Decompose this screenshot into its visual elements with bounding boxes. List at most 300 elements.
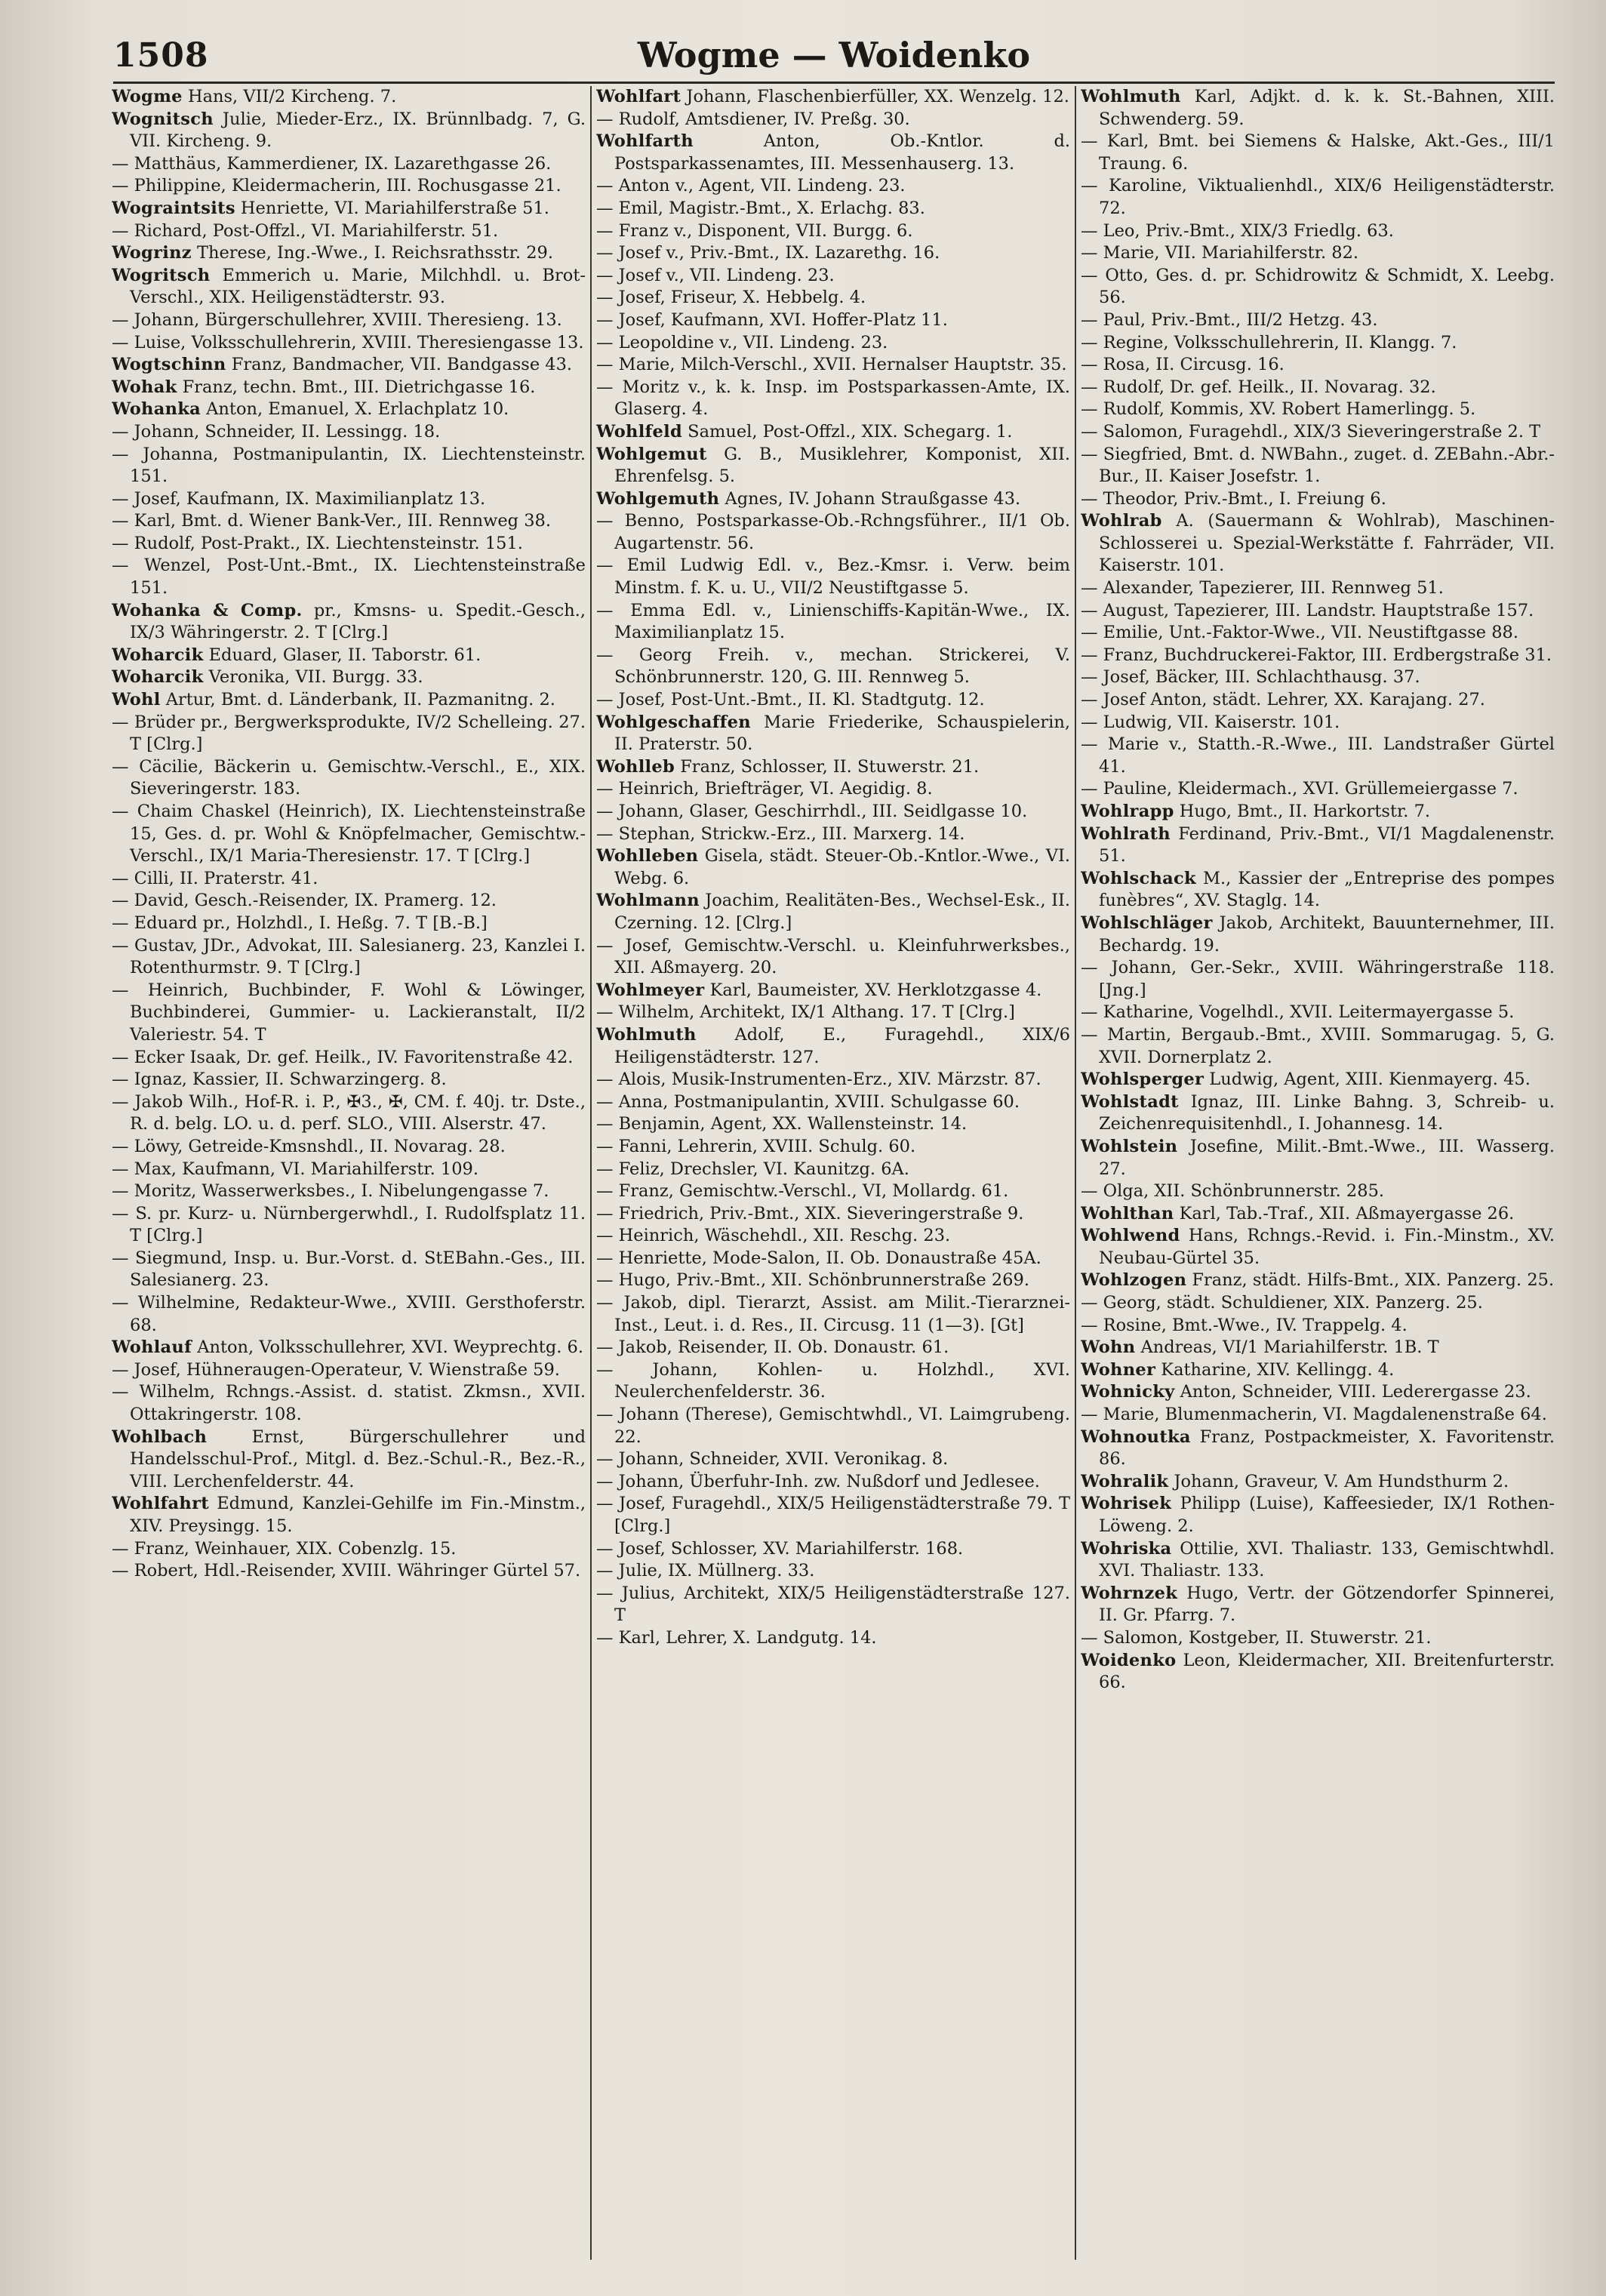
entry-text: — Marie, Blumenmacherin, VI. Magdalenenstraße 64.	[1081, 1405, 1547, 1425]
entry-text: — Josef, Hühneraugen-Operateur, V. Wienstraße 59.	[112, 1359, 560, 1380]
directory-entry	[596, 220, 1070, 243]
entry-text: Anton, Ob.-Kntlor. d. Postsparkassenamtes, III. Messenhauserg. 13.	[614, 131, 1070, 174]
entry-text: — Josef v., VII. Lindeng. 23.	[596, 265, 835, 285]
entry-surname: Wohlfahrt	[112, 1494, 209, 1514]
entry-text: — Hugo, Priv.-Bmt., XII. Schönbrunnerstraße 269.	[596, 1270, 1029, 1291]
entry-text: — Olga, XII. Schönbrunnerstr. 285.	[1081, 1181, 1385, 1202]
entry-text: G. B., Musiklehrer, Komponist, XII. Ehrenfelsg. 5.	[614, 444, 1070, 487]
directory-entry	[596, 109, 1070, 131]
directory-entry	[1081, 265, 1555, 309]
entry-text: — Moritz v., k. k. Insp. im Postsparkassen-Amte, IX. Glaserg. 4.	[596, 377, 1070, 420]
entry-text: Franz, Schlosser, II. Stuwerstr. 21.	[675, 756, 980, 777]
entry-text: — Karoline, Viktualienhdl., XIX/6 Heiligenstädterstr. 72.	[1081, 176, 1555, 218]
directory-entry	[596, 1270, 1070, 1292]
directory-entry	[1081, 220, 1555, 243]
directory-entry	[1081, 734, 1555, 778]
directory-entry	[112, 935, 586, 980]
directory-entry	[1081, 1203, 1555, 1226]
entry-text: — Josef, Schlosser, XV. Mariahilferstr. 168.	[596, 1538, 964, 1559]
directory-entry	[596, 332, 1070, 355]
entry-text: — Anna, Postmanipulantin, XVIII. Schulgasse 60.	[596, 1091, 1020, 1112]
entry-text: — Jakob Wilh., Hof-R. i. P., ✠3., ✠, CM. f. 40j. tr. Dste., R. d. belg. LO. u. d. perf. SLO., VIII. Alserstr. 47.	[112, 1091, 586, 1134]
directory-entry	[1081, 712, 1555, 734]
directory-entry	[112, 488, 586, 511]
directory-entry	[596, 131, 1070, 175]
directory-entry	[596, 801, 1070, 823]
directory-entry	[596, 377, 1070, 421]
entry-text: — Max, Kaufmann, VI. Mariahilferstr. 109.	[112, 1159, 478, 1179]
directory-entry	[112, 444, 586, 488]
directory-entry	[596, 1069, 1070, 1091]
directory-entry	[596, 1159, 1070, 1181]
entry-text: — Gustav, JDr., Advokat, III. Salesianerg. 23, Kanzlei I. Rotenthurmstr. 9. T [Clrg.]	[112, 935, 586, 978]
entry-text: — Marie, VII. Mariahilferstr. 82.	[1081, 243, 1359, 263]
entry-text: — Regine, Volksschullehrerin, II. Klangg. 7.	[1081, 332, 1457, 352]
entry-text: — Henriette, Mode-Salon, II. Ob. Donaustraße 45A.	[596, 1248, 1041, 1268]
column-divider	[1075, 86, 1076, 2260]
directory-entry	[112, 1359, 586, 1382]
directory-entry	[596, 689, 1070, 712]
entry-surname: Wohanka	[112, 399, 202, 420]
directory-entry	[1081, 1404, 1555, 1427]
entry-text: — Rudolf, Kommis, XV. Robert Hamerlingg. 5.	[1081, 399, 1476, 420]
entry-text: — Karl, Bmt. d. Wiener Bank-Ver., III. Rennweg 38.	[112, 511, 552, 531]
directory-entry	[112, 1159, 586, 1181]
entry-text: — Eduard pr., Holzhdl., I. Heßg. 7. T [B.-B.]	[112, 913, 488, 933]
directory-entry	[1081, 801, 1555, 823]
directory-entry	[112, 533, 586, 556]
entry-text: — Johann, Überfuhr-Inh. zw. Nußdorf und Jedlesee.	[596, 1471, 1040, 1491]
entry-text: Jakob, Architekt, Bauunternehmer, III. Bechardg. 19.	[1099, 913, 1555, 956]
entry-text: — Salomon, Kostgeber, II. Stuwerstr. 21.	[1081, 1627, 1432, 1648]
entry-text: — Siegfried, Bmt. d. NWBahn., zuget. d. ZEBahn.-Abr.-Bur., II. Kaiser Josefstr. 1.	[1081, 444, 1555, 487]
directory-entry	[596, 242, 1070, 265]
directory-entry	[1081, 421, 1555, 444]
entry-text: Hugo, Vertr. der Götzendorfer Spinnerei, II. Gr. Pfarrg. 7.	[1099, 1583, 1555, 1626]
entry-text: — Brüder pr., Bergwerksprodukte, IV/2 Schelleing. 27. T [Clrg.]	[112, 712, 586, 755]
directory-entry	[1081, 1337, 1555, 1359]
directory-entry	[596, 555, 1070, 599]
entry-text: — Martin, Bergaub.-Bmt., XVIII. Sommarugag. 5, G. XVII. Dornerplatz 2.	[1081, 1024, 1555, 1067]
entry-text: Gisela, städt. Steuer-Ob.-Kntlor.-Wwe., VI. Webg. 6.	[614, 846, 1070, 888]
column-divider	[590, 86, 592, 2260]
directory-entry	[596, 510, 1070, 555]
directory-entry	[112, 377, 586, 399]
directory-entry	[1081, 622, 1555, 645]
entry-text: — Johann, Glaser, Geschirrhdl., III. Seidlgasse 10.	[596, 802, 1028, 821]
directory-entry	[596, 444, 1070, 488]
entry-surname: Wohlmuth	[1081, 87, 1181, 106]
entry-text: — Luise, Volksschullehrerin, XVIII. Theresiengasse 13.	[112, 332, 584, 352]
entry-surname: Wohnoutka	[1081, 1427, 1191, 1447]
directory-entry	[1081, 309, 1555, 332]
directory-entry	[596, 1337, 1070, 1359]
entry-text: Ottilie, XVI. Thaliastr. 133, Gemischtwhdl. XVI. Thaliastr. 133.	[1099, 1538, 1555, 1581]
directory-entry	[596, 86, 1070, 109]
entry-text: — Franz v., Disponent, VII. Burgg. 6.	[596, 220, 913, 241]
entry-text: Franz, Bandmacher, VII. Bandgasse 43.	[226, 355, 573, 375]
entry-surname: Wohlwend	[1081, 1226, 1180, 1246]
entry-text: — Johann, Ger.-Sekr., XVIII. Währingerstraße 118. [Jng.]	[1081, 958, 1555, 1000]
entry-text: — Josef, Gemischtw.-Verschl. u. Kleinfuhrwerksbes., XII. Aßmayerg. 20.	[596, 935, 1070, 978]
entry-text: — Ignaz, Kassier, II. Schwarzingerg. 8.	[112, 1070, 447, 1090]
directory-entry	[596, 265, 1070, 288]
entry-surname: Woharcik	[112, 645, 204, 665]
directory-entry	[1081, 1270, 1555, 1292]
directory-entry	[596, 845, 1070, 890]
entry-surname: Wogtschinn	[112, 355, 226, 375]
entry-text: — Emilie, Unt.-Faktor-Wwe., VII. Neustiftgasse 88.	[1081, 623, 1519, 643]
entry-text: — Cilli, II. Praterstr. 41.	[112, 868, 318, 888]
directory-entry	[596, 1404, 1070, 1448]
entry-surname: Woharcik	[112, 667, 204, 688]
directory-entry	[596, 287, 1070, 309]
directory-entry	[112, 1203, 586, 1248]
directory-entry	[1081, 1381, 1555, 1404]
entry-text: — Franz, Weinhauer, XIX. Cobenzlg. 15.	[112, 1538, 457, 1559]
entry-surname: Wohlsperger	[1081, 1070, 1204, 1090]
entry-text: — Pauline, Kleidermach., XVI. Grüllemeiergasse 7.	[1081, 779, 1518, 799]
directory-entry	[1081, 1583, 1555, 1627]
entry-text: — Wenzel, Post-Unt.-Bmt., IX. Liechtensteinstraße 151.	[112, 556, 586, 599]
directory-entry	[1081, 399, 1555, 421]
entry-text: Samuel, Post-Offzl., XIX. Schegarg. 1.	[682, 421, 1013, 442]
entry-text: M., Kassier der „Entreprise des pompes funèbres“, XV. Staglg. 14.	[1099, 868, 1555, 911]
directory-entry	[1081, 175, 1555, 220]
directory-entry	[1081, 1538, 1555, 1583]
directory-entry	[1081, 1650, 1555, 1694]
directory-entry	[596, 823, 1070, 846]
directory-entry	[1081, 645, 1555, 667]
entry-text: Hans, Rchngs.-Revid. i. Fin.-Minstm., XV. Neubau-Gürtel 35.	[1099, 1226, 1555, 1268]
directory-entry	[112, 1381, 586, 1426]
entry-text: Hans, VII/2 Kircheng. 7.	[182, 87, 397, 106]
directory-entry	[112, 1248, 586, 1292]
directory-entry	[1081, 1292, 1555, 1315]
directory-entry	[1081, 1359, 1555, 1382]
directory-entry	[112, 1493, 586, 1537]
directory-entry	[1081, 131, 1555, 175]
directory-entry	[596, 1180, 1070, 1203]
directory-entry	[1081, 86, 1555, 131]
entry-text: — Chaim Chaskel (Heinrich), IX. Liechtensteinstraße 15, Ges. d. pr. Wohl & Knöpfelmacher, Gemischtw.-Verschl., IX/1 Maria-Theresienstr. 17. T [Clrg.]	[112, 802, 586, 866]
directory-entry	[596, 175, 1070, 198]
entry-text: — Ecker Isaak, Dr. gef. Heilk., IV. Favoritenstraße 42.	[112, 1047, 574, 1067]
entry-text: Andreas, VI/1 Mariahilferstr. 1B. T	[1135, 1337, 1439, 1358]
entry-text: pr., Kmsns- u. Spedit.-Gesch., IX/3 Währingerstr. 2. T [Clrg.]	[130, 600, 586, 643]
directory-entry	[596, 1493, 1070, 1537]
entry-text: Adolf, E., Furagehdl., XIX/6 Heiligenstädterstr. 127.	[614, 1024, 1070, 1067]
entry-surname: Wohlzogen	[1081, 1270, 1187, 1291]
entry-text: Anton, Emanuel, X. Erlachplatz 10.	[201, 399, 509, 420]
entry-surname: Wohlstadt	[1081, 1091, 1179, 1112]
directory-entry	[1081, 354, 1555, 377]
entry-text: Ludwig, Agent, XIII. Kienmayerg. 45.	[1204, 1070, 1531, 1090]
directory-entry	[112, 198, 586, 220]
entry-text: — Benjamin, Agent, XX. Wallensteinstr. 14.	[596, 1114, 968, 1134]
directory-entry	[596, 1091, 1070, 1114]
entry-text: Ferdinand, Priv.-Bmt., VI/1 Magdalenenstr. 51.	[1099, 823, 1555, 866]
directory-entry	[596, 600, 1070, 645]
directory-entry	[112, 1047, 586, 1070]
directory-entry	[112, 1091, 586, 1136]
directory-entry	[1081, 332, 1555, 355]
entry-text: — Heinrich, Wäschehdl., XII. Reschg. 23.	[596, 1226, 951, 1246]
directory-entry	[596, 1248, 1070, 1270]
entry-text: — Leopoldine v., VII. Lindeng. 23.	[596, 332, 888, 352]
page-number: 1508	[113, 36, 209, 75]
directory-entry	[112, 399, 586, 421]
entry-text: — Johann, Schneider, II. Lessingg. 18.	[112, 421, 441, 442]
entry-text: — Julius, Architekt, XIX/5 Heiligenstädterstraße 127. T	[596, 1583, 1070, 1626]
entry-text: — Moritz, Wasserwerksbes., I. Nibelungengasse 7.	[112, 1181, 549, 1202]
entry-text: — Josef, Friseur, X. Hebbelg. 4.	[596, 288, 866, 308]
directory-entry	[596, 1203, 1070, 1226]
entry-surname: Wohlmann	[596, 891, 700, 911]
entry-text: — Stephan, Strickw.-Erz., III. Marxerg. 14.	[596, 823, 965, 844]
entry-text: — Salomon, Furagehdl., XIX/3 Sieveringerstraße 2. T	[1081, 421, 1541, 442]
directory-entry	[112, 332, 586, 355]
entry-surname: Wohlrath	[1081, 823, 1171, 844]
directory-entry	[112, 801, 586, 868]
directory-entry	[1081, 577, 1555, 600]
directory-entry	[112, 510, 586, 533]
entry-text: — Jakob, Reisender, II. Ob. Donaustr. 61.	[596, 1337, 949, 1358]
directory-entry	[596, 421, 1070, 444]
entry-surname: Wohlgemut	[596, 444, 707, 464]
entry-surname: Wohlbach	[112, 1427, 208, 1447]
directory-entry	[112, 175, 586, 198]
directory-entry	[596, 1538, 1070, 1561]
directory-columns	[112, 86, 1558, 2275]
entry-text: — Philippine, Kleidermacherin, III. Rochusgasse 21.	[112, 176, 561, 196]
entry-text: Eduard, Glaser, II. Taborstr. 61.	[203, 645, 481, 665]
column-1	[112, 86, 586, 2275]
entry-surname: Wograintsits	[112, 198, 235, 218]
directory-entry	[112, 868, 586, 891]
entry-text: Emmerich u. Marie, Milchhdl. u. Brot-Verschl., XIX. Heiligenstädterstr. 93.	[130, 265, 586, 308]
entry-text: — Otto, Ges. d. pr. Schidrowitz & Schmidt, X. Leebg. 56.	[1081, 265, 1555, 308]
directory-entry	[596, 645, 1070, 689]
directory-entry	[112, 980, 586, 1047]
entry-text: — Heinrich, Buchbinder, F. Wohl & Löwinger, Buchbinderei, Gummier- u. Lackieranstalt, II/2 Valeriestr. 54. T	[112, 980, 586, 1045]
entry-text: — David, Gesch.-Reisender, IX. Pramerg. 12.	[112, 891, 497, 911]
entry-surname: Wohlgemuth	[596, 488, 720, 509]
directory-entry	[596, 198, 1070, 220]
directory-entry	[112, 666, 586, 689]
entry-text: — Johanna, Postmanipulantin, IX. Liechtensteinstr. 151.	[112, 444, 586, 487]
running-head: Wogme — Woidenko	[637, 35, 1031, 75]
entry-surname: Wohlleben	[596, 846, 699, 866]
entry-surname: Wohlmeyer	[596, 980, 705, 1000]
entry-text: — Franz, Gemischtw.-Verschl., VI, Mollardg. 61.	[596, 1181, 1009, 1202]
header-rule	[113, 82, 1555, 84]
directory-entry	[1081, 823, 1555, 868]
directory-entry	[112, 600, 586, 645]
entry-text: Ignaz, III. Linke Bahng. 3, Schreib- u. Zeichenrequisitenhdl., I. Johannesg. 14.	[1099, 1091, 1555, 1134]
directory-entry	[112, 1069, 586, 1091]
directory-entry	[112, 1180, 586, 1203]
directory-entry	[112, 890, 586, 913]
entry-surname: Wohlleb	[596, 756, 675, 777]
entry-text: — Emil Ludwig Edl. v., Bez.-Kmsr. i. Verw. beim Minstm. f. K. u. U., VII/2 Neustiftgasse 5.	[596, 556, 1070, 599]
entry-text: Joachim, Realitäten-Bes., Wechsel-Esk., II. Czerning. 12. [Clrg.]	[614, 891, 1070, 933]
directory-entry	[596, 1113, 1070, 1136]
directory-entry	[1081, 600, 1555, 623]
entry-text: — Emil, Magistr.-Bmt., X. Erlachg. 83.	[596, 198, 925, 218]
entry-surname: Wohlrab	[1081, 511, 1162, 531]
directory-entry	[596, 1292, 1070, 1337]
entry-surname: Wohlmuth	[596, 1024, 697, 1045]
directory-entry	[1081, 488, 1555, 511]
entry-text: — Josef v., Priv.-Bmt., IX. Lazarethg. 16.	[596, 243, 940, 263]
entry-surname: Wohner	[1081, 1359, 1156, 1380]
directory-entry	[1081, 868, 1555, 913]
directory-entry	[596, 1448, 1070, 1471]
entry-text: — Alois, Musik-Instrumenten-Erz., XIV. Märzstr. 87.	[596, 1070, 1041, 1090]
entry-text: — Wilhelmine, Redakteur-Wwe., XVIII. Gersthoferstr. 68.	[112, 1293, 586, 1335]
entry-surname: Wohlgeschaffen	[596, 712, 751, 732]
entry-surname: Wohnicky	[1081, 1382, 1175, 1402]
directory-entry	[1081, 1315, 1555, 1337]
directory-entry	[112, 756, 586, 801]
entry-text: — Josef, Furagehdl., XIX/5 Heiligenstädterstraße 79. T [Clrg.]	[596, 1494, 1070, 1536]
entry-text: — Matthäus, Kammerdiener, IX. Lazarethgasse 26.	[112, 153, 552, 174]
directory-entry	[112, 153, 586, 176]
directory-entry	[112, 1136, 586, 1159]
entry-text: — Friedrich, Priv.-Bmt., XIX. Sieveringerstraße 9.	[596, 1203, 1024, 1223]
directory-entry	[112, 1292, 586, 1337]
entry-text: — Ludwig, VII. Kaiserstr. 101.	[1081, 712, 1340, 732]
directory-entry	[1081, 510, 1555, 577]
entry-text: — Josef, Post-Unt.-Bmt., II. Kl. Stadtgutg. 12.	[596, 690, 985, 710]
entry-surname: Wohlschläger	[1081, 913, 1213, 933]
directory-entry	[1081, 377, 1555, 399]
entry-text: — Siegmund, Insp. u. Bur.-Vorst. d. StEBahn.-Ges., III. Salesianerg. 23.	[112, 1248, 586, 1291]
entry-surname: Wohriska	[1081, 1538, 1172, 1559]
directory-entry	[596, 1136, 1070, 1159]
entry-text: — Johann (Therese), Gemischtwhdl., VI. Laimgrubeng. 22.	[596, 1405, 1070, 1447]
entry-surname: Wohlschack	[1081, 868, 1196, 888]
entry-text: — Marie v., Statth.-R.-Wwe., III. Landstraßer Gürtel 41.	[1081, 734, 1555, 777]
entry-text: — Marie, Milch-Verschl., XVII. Hernalser Hauptstr. 35.	[596, 355, 1067, 375]
entry-surname: Wohlstein	[1081, 1136, 1178, 1156]
entry-text: Anton, Schneider, VIII. Lederergasse 23.	[1174, 1382, 1531, 1402]
directory-entry	[596, 1627, 1070, 1650]
entry-surname: Wogritsch	[112, 265, 211, 285]
entry-text: — Benno, Postsparkasse-Ob.-Rchngsführer., II/1 Ob. Augartenstr. 56.	[596, 511, 1070, 553]
directory-entry	[112, 265, 586, 309]
entry-text: — Alexander, Tapezierer, III. Rennweg 51.	[1081, 578, 1444, 599]
directory-entry	[1081, 913, 1555, 957]
directory-entry	[1081, 689, 1555, 712]
entry-text: — S. pr. Kurz- u. Nürnbergerwhdl., I. Rudolfsplatz 11. T [Clrg.]	[112, 1203, 586, 1246]
directory-entry	[112, 1337, 586, 1359]
entry-text: — Josef, Kaufmann, IX. Maximilianplatz 13.	[112, 488, 486, 509]
directory-entry	[1081, 1627, 1555, 1650]
entry-text: — Cäcilie, Bäckerin u. Gemischtw.-Verschl., E., XIX. Sieveringerstr. 183.	[112, 756, 586, 799]
directory-entry	[112, 109, 586, 153]
entry-surname: Wogme	[112, 87, 183, 106]
entry-text: Karl, Tab.-Traf., XII. Aßmayergasse 26.	[1174, 1203, 1515, 1223]
directory-entry	[112, 1538, 586, 1561]
directory-entry	[596, 1560, 1070, 1583]
directory-entry	[596, 488, 1070, 511]
directory-entry	[112, 220, 586, 243]
entry-text: — Theodor, Priv.-Bmt., I. Freiung 6.	[1081, 488, 1386, 509]
entry-surname: Wohanka & Comp.	[112, 600, 303, 620]
directory-entry	[112, 913, 586, 935]
directory-entry	[1081, 1180, 1555, 1203]
entry-text: — Löwy, Getreide-Kmsnshdl., II. Novarag. 28.	[112, 1136, 506, 1156]
column-3	[1081, 86, 1555, 2275]
entry-surname: Wohlfart	[596, 87, 681, 106]
entry-text: — Karl, Bmt. bei Siemens & Halske, Akt.-Ges., III/1 Traung. 6.	[1081, 131, 1555, 174]
directory-entry	[596, 1583, 1070, 1627]
directory-entry	[596, 1471, 1070, 1494]
directory-entry	[1081, 957, 1555, 1002]
entry-text: — Emma Edl. v., Linienschiffs-Kapitän-Wwe., IX. Maximilianplatz 15.	[596, 600, 1070, 643]
entry-surname: Wohralik	[1081, 1471, 1169, 1491]
entry-text: Hugo, Bmt., II. Harkortstr. 7.	[1174, 802, 1431, 821]
directory-entry	[596, 980, 1070, 1002]
entry-surname: Wohlthan	[1081, 1203, 1174, 1223]
entry-text: Katharine, XIV. Kellingg. 4.	[1155, 1359, 1395, 1380]
directory-entry	[112, 689, 586, 712]
directory-entry	[596, 890, 1070, 934]
entry-surname: Wohlfeld	[596, 421, 683, 442]
directory-entry	[112, 242, 586, 265]
entry-text: — Paul, Priv.-Bmt., III/2 Hetzg. 43.	[1081, 309, 1378, 330]
entry-text: — Rudolf, Amtsdiener, IV. Preßg. 30.	[596, 109, 910, 129]
directory-entry	[112, 555, 586, 599]
directory-entry	[596, 309, 1070, 332]
directory-entry	[1081, 242, 1555, 265]
entry-surname: Wohlauf	[112, 1337, 192, 1358]
directory-entry	[596, 935, 1070, 980]
entry-text: — Rosine, Bmt.-Wwe., IV. Trappelg. 4.	[1081, 1315, 1408, 1335]
directory-entry	[596, 712, 1070, 756]
entry-text: — Josef Anton, städt. Lehrer, XX. Karajang. 27.	[1081, 690, 1485, 710]
entry-text: — Johann, Schneider, XVII. Veronikag. 8.	[596, 1449, 949, 1470]
entry-text: — Wilhelm, Architekt, IX/1 Althang. 17. T [Clrg.]	[596, 1002, 1015, 1023]
entry-surname: Wohn	[1081, 1337, 1136, 1358]
directory-entry	[1081, 778, 1555, 801]
entry-surname: Wohl	[112, 690, 161, 710]
entry-text: Anton, Volksschullehrer, XVI. Weyprechtg. 6.	[192, 1337, 584, 1358]
entry-text: — Richard, Post-Offzl., VI. Mariahilferstr. 51.	[112, 220, 499, 241]
entry-text: — Josef, Kaufmann, XVI. Hoffer-Platz 11.	[596, 309, 948, 330]
entry-text: Veronika, VII. Burgg. 33.	[203, 667, 423, 688]
entry-surname: Woidenko	[1081, 1650, 1177, 1670]
entry-text: Ernst, Bürgerschullehrer und Handelsschul-Prof., Mitgl. d. Bez.-Schul.-R., Bez.-R., VIII. Lerchenfelderstr. 44.	[130, 1427, 586, 1491]
entry-text: Franz, städt. Hilfs-Bmt., XIX. Panzerg. 25.	[1186, 1270, 1555, 1291]
directory-entry	[1081, 1091, 1555, 1136]
entry-text: — Josef, Bäcker, III. Schlachthausg. 37.	[1081, 667, 1420, 688]
entry-surname: Wohrisek	[1081, 1494, 1172, 1514]
directory-entry	[112, 354, 586, 377]
directory-entry	[596, 1225, 1070, 1248]
entry-text: Julie, Mieder-Erz., IX. Brünnlbadg. 7, G. VII. Kircheng. 9.	[130, 109, 586, 152]
directory-entry	[1081, 1024, 1555, 1069]
directory-entry	[1081, 1225, 1555, 1270]
entry-text: — Karl, Lehrer, X. Landgutg. 14.	[596, 1627, 877, 1648]
directory-entry	[112, 86, 586, 109]
directory-entry	[1081, 666, 1555, 689]
entry-text: Therese, Ing.-Wwe., I. Reichsrathsstr. 29.	[191, 243, 553, 263]
entry-text: — Robert, Hdl.-Reisender, XVIII. Währinger Gürtel 57.	[112, 1561, 581, 1581]
directory-entry	[112, 712, 586, 756]
